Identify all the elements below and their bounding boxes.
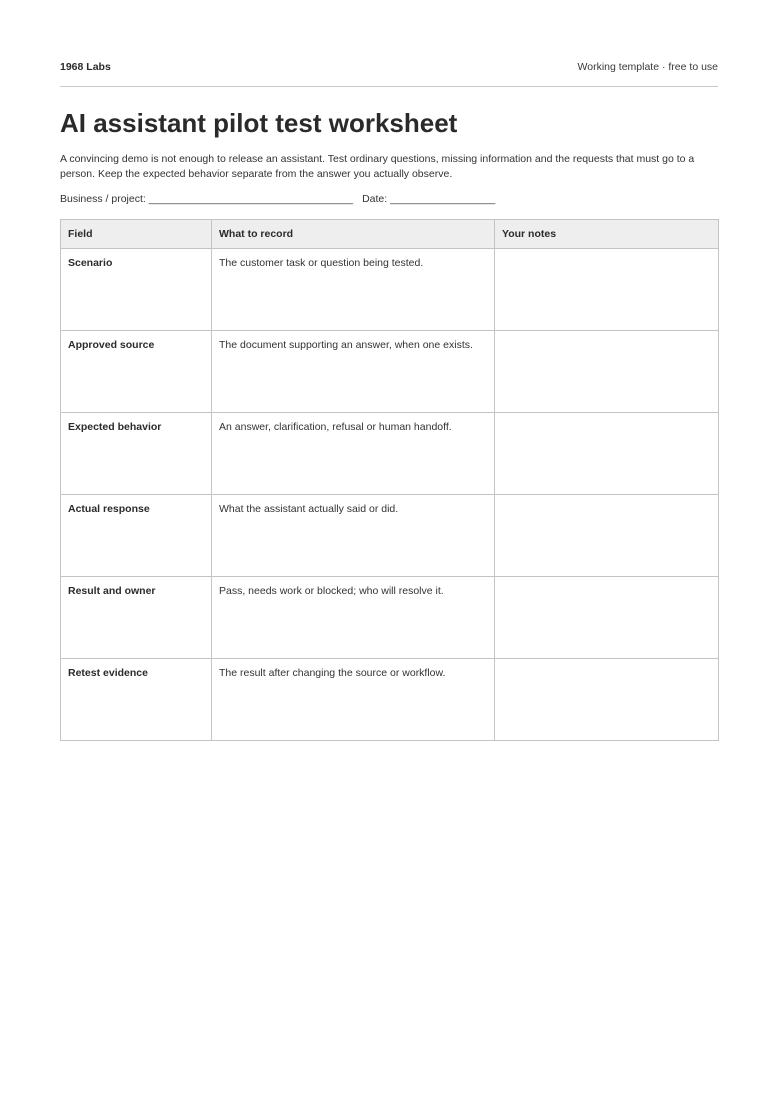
table-row: [61, 495, 719, 577]
row-notes-cell[interactable]: [495, 659, 719, 741]
table-row: [61, 577, 719, 659]
row-field-label: Expected behavior: [61, 413, 212, 495]
row-notes-cell[interactable]: [495, 413, 719, 495]
row-what-to-record: Pass, needs work or blocked; who will resolve it.: [212, 577, 495, 659]
header-divider: [60, 86, 718, 87]
intro-paragraph: A convincing demo is not enough to release an assistant. Test ordinary questions, missing information and the requests that must go to a person. Keep the expected behavior separate from the answer you actually observe.: [60, 153, 695, 180]
table-header-row: [61, 220, 719, 249]
row-what-to-record: The document supporting an answer, when one exists.: [212, 331, 495, 413]
row-field-label: Actual response: [61, 495, 212, 577]
row-what-to-record: The customer task or question being tested.: [212, 249, 495, 331]
business-project-field[interactable]: Business / project: ___________________________________: [60, 193, 354, 205]
table-row: [61, 249, 719, 331]
page-title: AI assistant pilot test worksheet: [60, 108, 458, 138]
row-notes-cell[interactable]: [495, 331, 719, 413]
row-what-to-record: The result after changing the source or workflow.: [212, 659, 495, 741]
column-header-your-notes: Your notes: [495, 220, 719, 249]
row-field-label: Approved source: [61, 331, 212, 413]
row-field-label: Result and owner: [61, 577, 212, 659]
fill-in-line: [60, 192, 495, 206]
row-notes-cell[interactable]: [495, 249, 719, 331]
brand-name: 1968 Labs: [60, 61, 111, 73]
column-header-what-to-record: What to record: [212, 220, 495, 249]
row-notes-cell[interactable]: [495, 495, 719, 577]
worksheet-table: [60, 219, 719, 741]
row-field-label: Retest evidence: [61, 659, 212, 741]
row-what-to-record: An answer, clarification, refusal or human handoff.: [212, 413, 495, 495]
date-field[interactable]: Date: __________________: [362, 193, 496, 205]
template-tagline: Working template · free to use: [577, 61, 718, 73]
row-what-to-record: What the assistant actually said or did.: [212, 495, 495, 577]
row-field-label: Scenario: [61, 249, 212, 331]
table-row: [61, 659, 719, 741]
column-header-field: Field: [61, 220, 212, 249]
table-row: [61, 331, 719, 413]
row-notes-cell[interactable]: [495, 577, 719, 659]
table-row: [61, 413, 719, 495]
page-header: [60, 60, 718, 74]
